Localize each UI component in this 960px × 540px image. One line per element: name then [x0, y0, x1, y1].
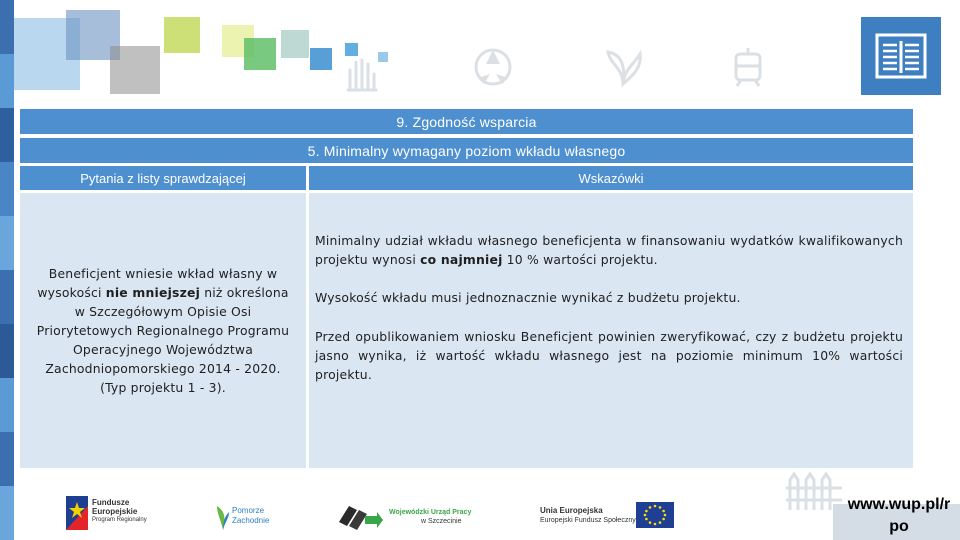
website-link[interactable]: www.wup.pl/r po	[847, 496, 951, 535]
logo-unia-europejska: Unia Europejska Europejski Fundusz Społeczny	[540, 502, 680, 532]
section-title-bar	[20, 109, 913, 134]
hint-paragraph-2: Wysokość wkładu musi jednoznacznie wynikać z budżetu projektu.	[315, 290, 741, 305]
eu-flag-icon	[636, 502, 674, 528]
logo-pomorze-zachodnie: Pomorze Zachodnie	[215, 500, 285, 532]
hint-paragraph-3: Przed opublikowaniem wniosku Beneficjent powinien zweryfikować, czy z budżetu projektu jasno wynika, iż wartość wkładu własnego jest na poziomie minimum 10% wartości projektu.	[315, 329, 903, 382]
question-cell	[20, 193, 306, 468]
book-icon	[875, 33, 927, 79]
hand-icon	[338, 50, 384, 96]
leaves-icon	[600, 44, 646, 90]
section-title: 9. Zgodność wsparcia	[396, 113, 537, 130]
left-color-stripe	[0, 0, 14, 540]
column-header-hints-label: Wskazówki	[578, 170, 644, 186]
fe-star-icon	[66, 496, 88, 530]
book-icon-box	[861, 17, 941, 95]
logo-wup-szczecin: Wojewódzki Urząd Pracy w Szczecinie	[337, 500, 487, 532]
hint-paragraph-1: Minimalny udział wkładu własnego beneficjenta w finansowaniu wydatków kwalifikowanych projektu wynosi co najmniej 10 % wartości projektu.	[315, 233, 903, 267]
hints-cell	[309, 193, 913, 468]
question-text: Beneficjent wniesie wkład własny w wysokości nie mniejszej niż określona w Szczegółowym Opisie Osi Priorytetowych Regionalnego Programu Operacyjnego Województwa Zachodniopomorskiego 2014 - 2020. (Typ projektu 1 - 3).	[36, 266, 290, 395]
pomorze-leaf-icon	[215, 502, 231, 530]
column-header-questions-label: Pytania z listy sprawdzającej	[80, 170, 246, 186]
wup-blocks-icon	[337, 502, 383, 530]
criterion-title-bar	[20, 138, 913, 163]
column-header-hints	[309, 166, 913, 190]
logo-fundusze-europejskie: Fundusze Europejskie Program Regionalny	[66, 494, 166, 534]
recycle-icon	[470, 44, 516, 90]
tram-icon	[725, 44, 771, 90]
criterion-title: 5. Minimalny wymagany poziom wkładu własnego	[307, 142, 626, 159]
column-header-questions	[20, 166, 306, 190]
